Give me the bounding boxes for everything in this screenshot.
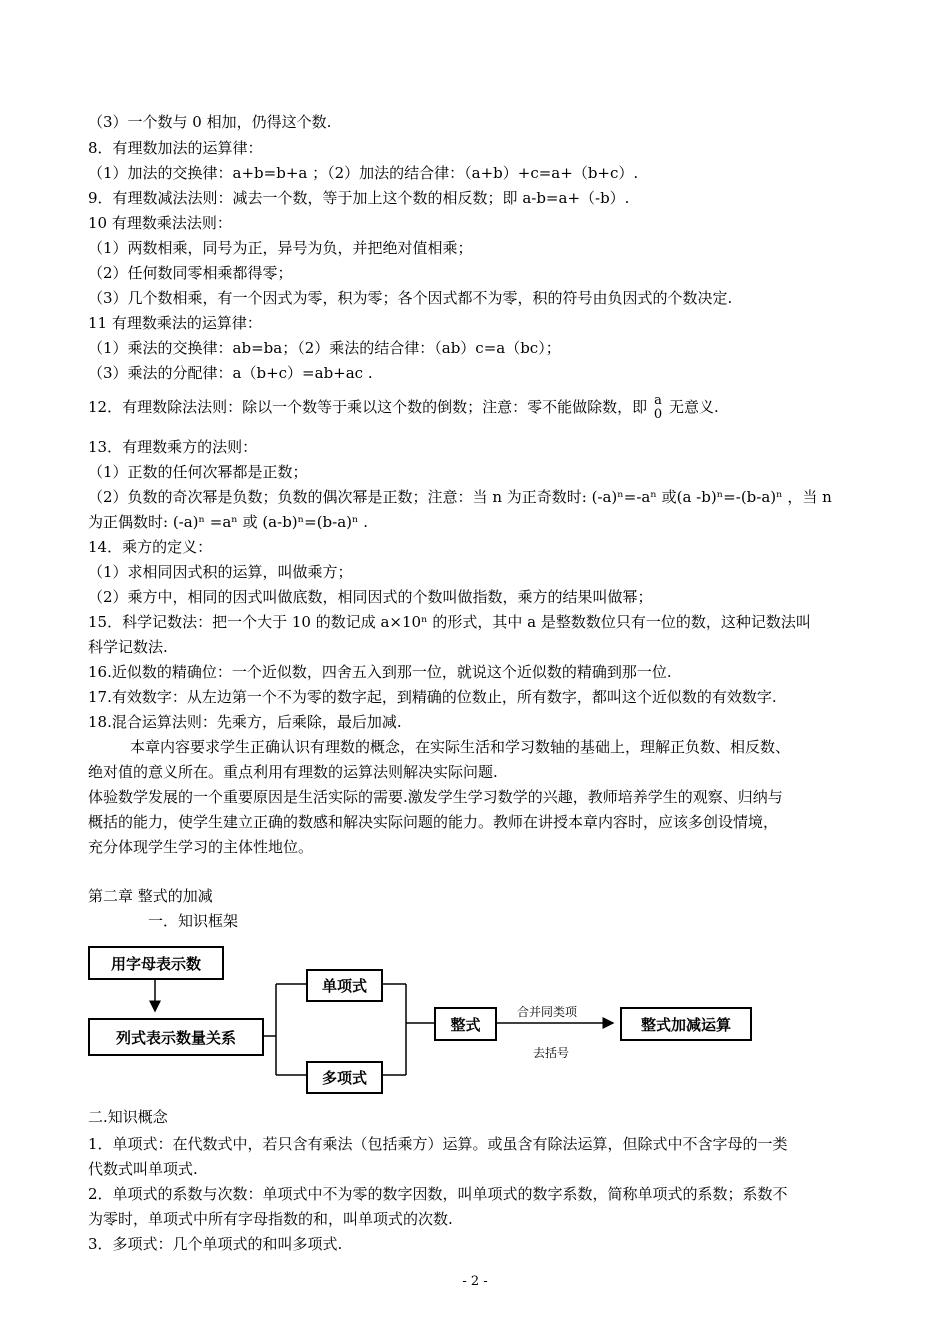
text-line: 15．科学记数法：把一个大于 10 的数记成 a×10ⁿ 的形式，其中 a 是整数数位只有一位的数，这种记数法叫 [88,613,811,631]
text-line: （2）乘方中，相同的因式叫做底数，相同因式的个数叫做指数，乘方的结果叫做幂； [88,588,653,606]
text-line: （2）任何数同零相乘都得零； [88,264,293,282]
text-line: （1）乘法的交换律：ab=ba；（2）乘法的结合律：（ab）c=a（bc）； [88,339,561,357]
text-line: 9．有理数减法法则：减去一个数，等于加上这个数的相反数；即 a-b=a+（-b）. [88,189,630,207]
text-line: （1）加法的交换律：a+b=b+a ；（2）加法的结合律：（a+b）+c=a+（b+c）. [88,164,639,182]
node-monomial: 单项式 [306,969,383,1002]
paragraph-line: 绝对值的意义所在。重点利用有理数的运算法则解决实际问题. [88,763,498,781]
text-line: 1．单项式：在代数式中，若只含有乘法（包括乘方）运算。或虽含有除法运算，但除式中不含字母的一类 [88,1135,788,1153]
fraction-numerator: a [654,393,662,408]
fraction-denominator: 0 [653,407,663,422]
text-line: 10 有理数乘法法则： [88,214,232,232]
text-line: 14．乘方的定义： [88,538,213,556]
text-line: 2．单项式的系数与次数：单项式中不为零的数字因数，叫单项式的数字系数，简称单项式的系数；系数不 [88,1185,788,1203]
line12-after: 无意义. [668,398,719,416]
text-line: （1）求相同因式积的运算，叫做乘方； [88,563,353,581]
node-letters-represent-numbers: 用字母表示数 [88,946,224,980]
page-number: - 2 - [462,1274,488,1289]
node-integral-expression: 整式 [434,1007,497,1041]
text-line: （2）负数的奇次幂是负数；负数的偶次幂是正数；注意：当 n 为正奇数时: (-a)ⁿ=-aⁿ 或(a -b)ⁿ=-(b-a)ⁿ ，当 n [88,488,832,506]
text-line: 科学记数法. [88,638,168,656]
paragraph-line: 本章内容要求学生正确认识有理数的概念，在实际生活和学习数轴的基础上，理解正负数、相反数、 [130,738,791,756]
chapter-title: 第二章 整式的加减 [88,887,213,905]
text-line: （3）几个数相乘，有一个因式为零，积为零；各个因式都不为零，积的符号由负因式的个数决定. [88,289,733,307]
text-line: （3）一个数与 0 相加，仍得这个数. [88,113,332,131]
node-add-subtract-operations: 整式加减运算 [620,1007,752,1041]
text-line: 为零时，单项式中所有字母指数的和，叫单项式的次数. [88,1210,453,1228]
text-line: 代数式叫单项式. [88,1160,198,1178]
paragraph-line: 充分体现学生学习的主体性地位。 [88,838,314,856]
paragraph-line: 体验数学发展的一个重要原因是生活实际的需要.激发学生学习数学的兴趣，教师培养学生的观察、归纳与 [88,788,783,806]
edge-label-remove-brackets: 去括号 [533,1046,570,1060]
section-heading: 一．知识框架 [148,912,239,930]
text-line: 16.近似数的精确位：一个近似数，四舍五入到那一位，就说这个近似数的精确到那一位. [88,663,672,681]
text-line: 为正偶数时: (-a)ⁿ =aⁿ 或 (a-b)ⁿ=(b-a)ⁿ . [88,513,369,531]
text-line: （1）两数相乘，同号为正，异号为负，并把绝对值相乘； [88,239,473,257]
text-line: 3．多项式：几个单项式的和叫多项式. [88,1235,343,1253]
text-line: （1）正数的任何次幂都是正数； [88,463,308,481]
text-line: 18.混合运算法则：先乘方，后乘除，最后加减. [88,713,402,731]
node-polynomial: 多项式 [306,1061,383,1094]
section-heading: 二.知识概念 [88,1108,168,1126]
edge-label-combine-like-terms: 合并同类项 [517,1005,578,1019]
paragraph-line: 概括的能力，使学生建立正确的数感和解决实际问题的能力。教师在讲授本章内容时，应该多创设情境， [88,813,779,831]
text-line: 11 有理数乘法的运算律： [88,314,262,332]
text-line: 17.有效数字：从左边第一个不为零的数字起，到精确的位数止，所有数字，都叫这个近似数的有效数字. [88,688,777,706]
node-expressions-quantity-relations: 列式表示数量关系 [88,1018,264,1056]
text-line: （3）乘法的分配律：a（b+c）=ab+ac . [88,364,373,382]
line12-before: 12．有理数除法法则：除以一个数等于乘以这个数的倒数；注意：零不能做除数，即 [88,398,648,416]
text-line: 13．有理数乘方的法则： [88,438,258,456]
text-line: 8．有理数加法的运算律： [88,139,263,157]
